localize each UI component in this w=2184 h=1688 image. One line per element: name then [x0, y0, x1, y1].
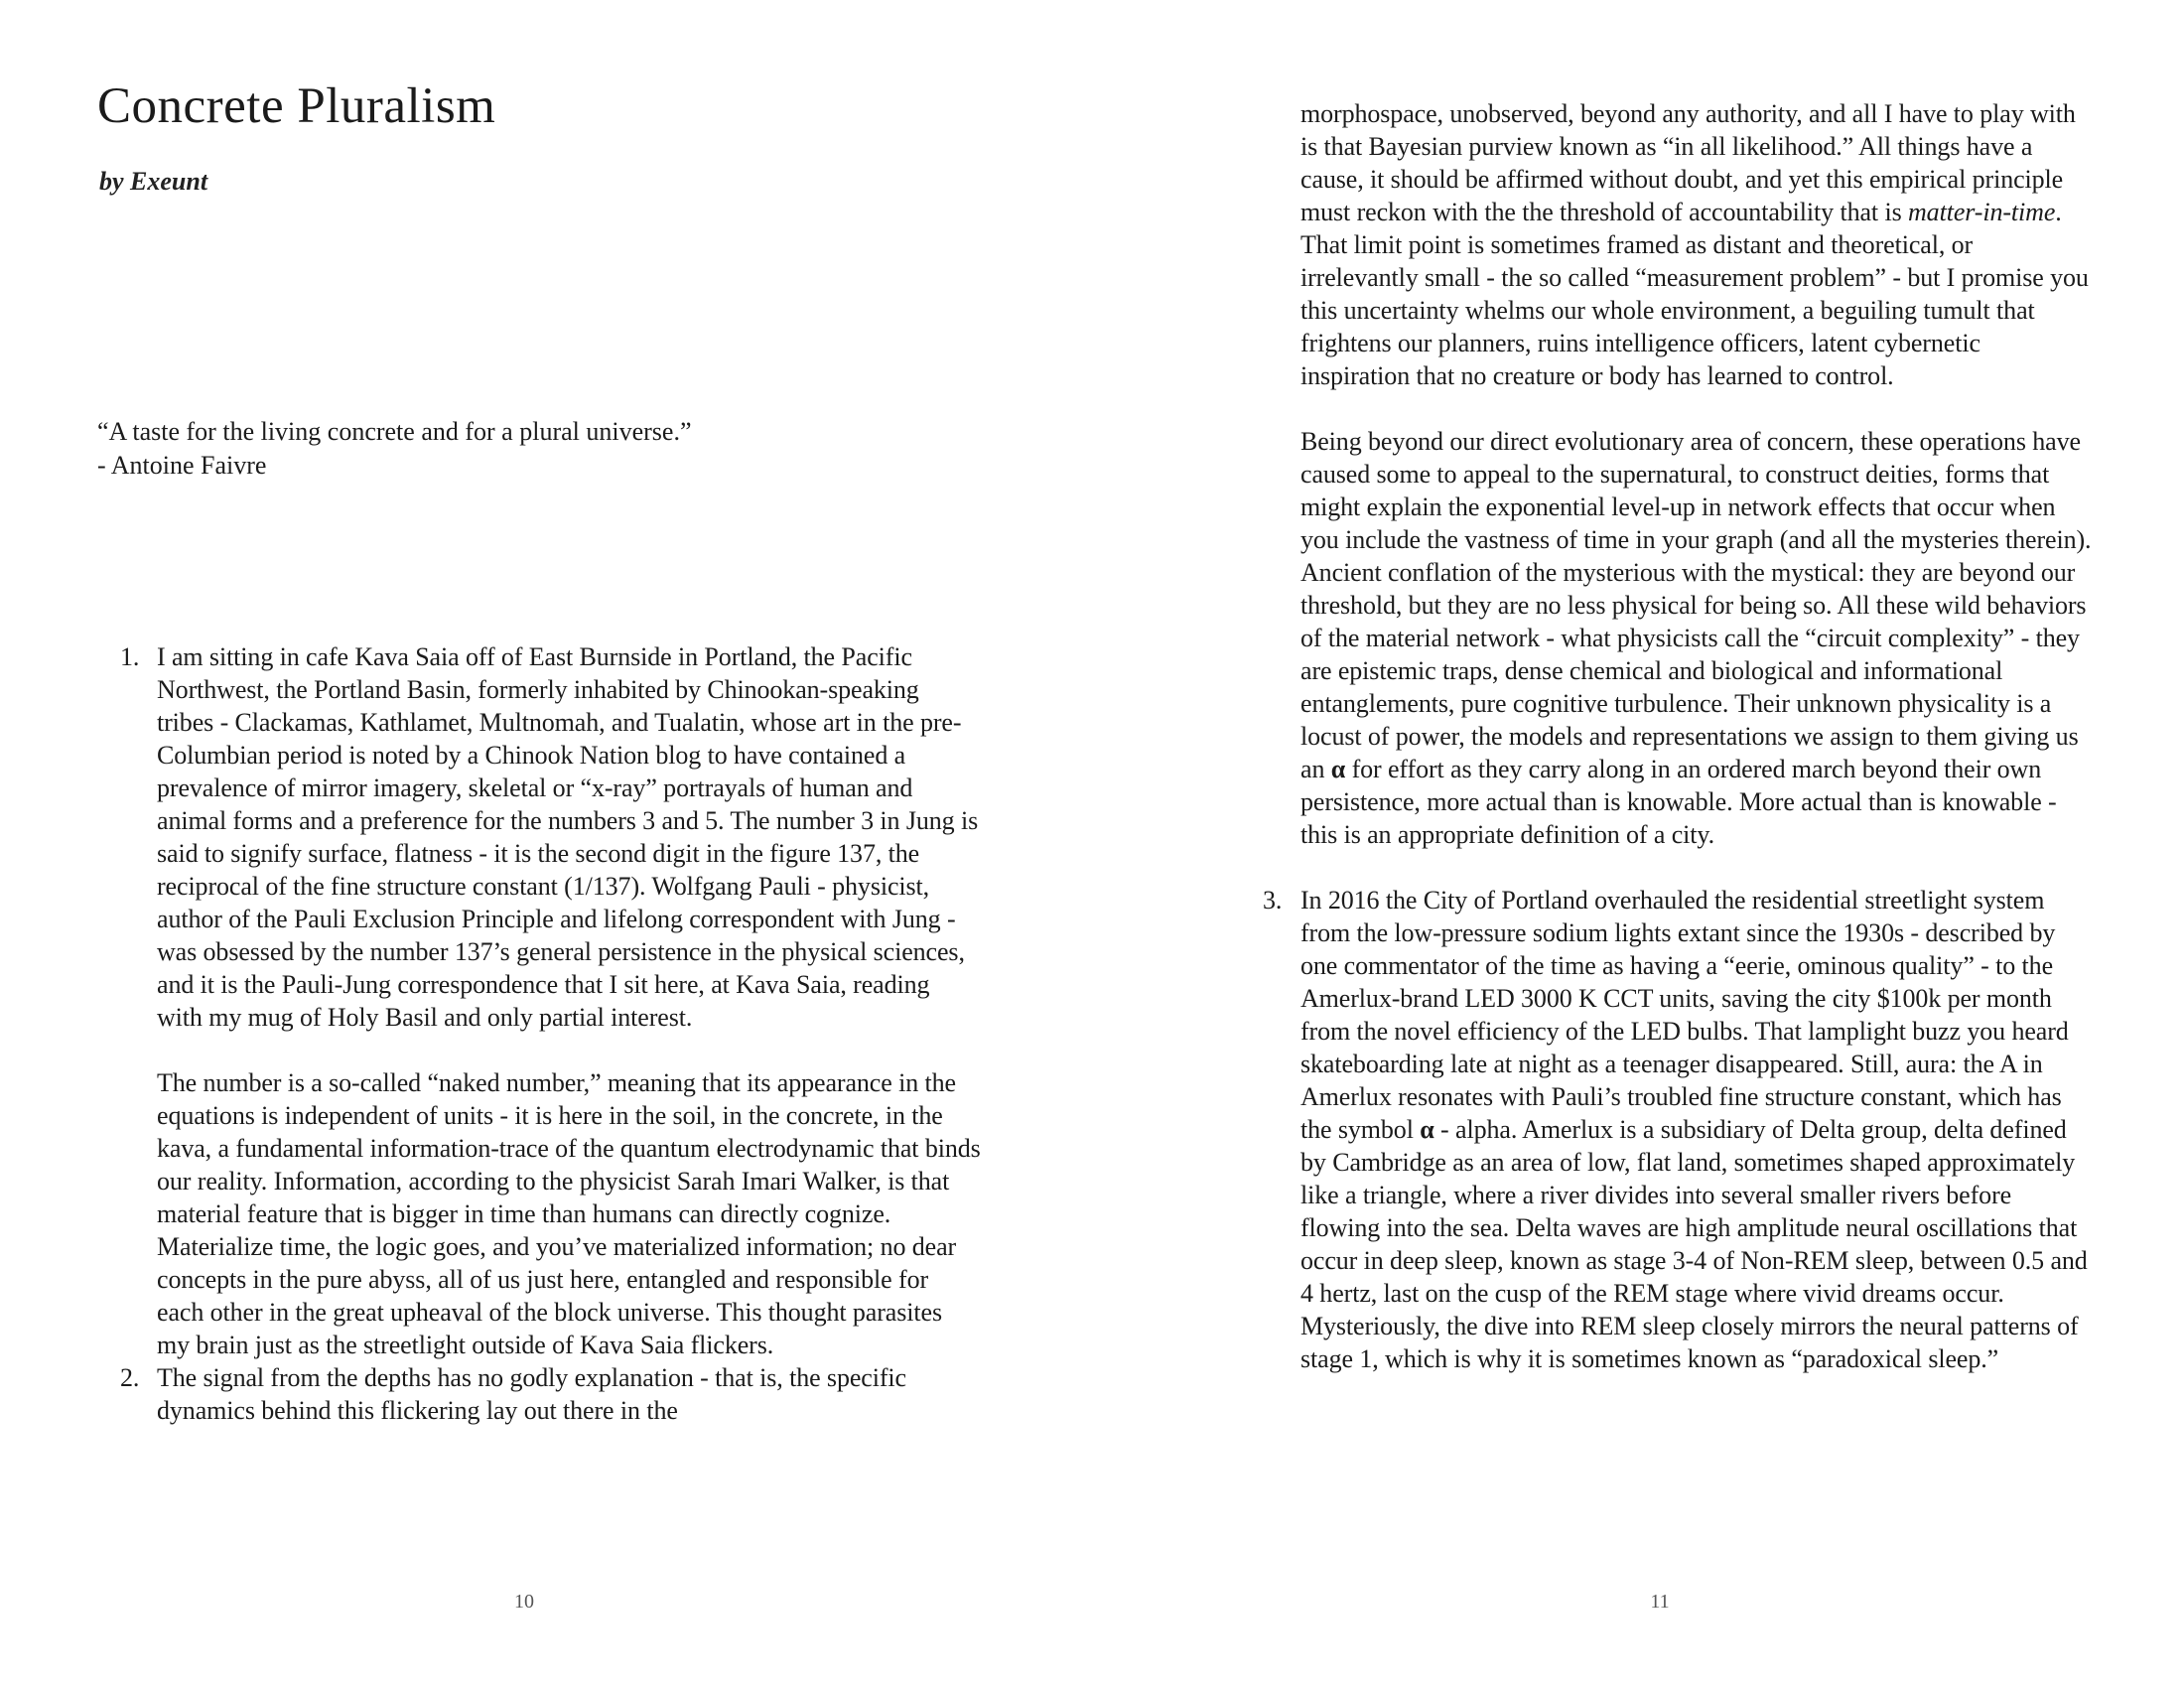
list-item-body	[157, 640, 981, 1361]
list-item-body	[157, 1361, 981, 1427]
list-item	[120, 1361, 994, 1427]
paragraph: morphospace, unobserved, beyond any authority, and all I have to play with is that Bayesian purview known as “in all likelihood.” All things have a cause, it should be affirmed without doubt, and yet this empirical principle must reckon with the the threshold of accountability that is matter-in-time. That limit point is sometimes framed as distant and theoretical, or irrelevantly small - the so called “measurement problem” - but I promise you this uncertainty whelms our whole environment, a beguiling tumult that frightens our planners, ruins intelligence officers, latent cybernetic inspiration that no creature or body has learned to control.	[1300, 99, 2089, 390]
list-item	[1263, 884, 2116, 1310]
byline: by Exeunt	[99, 167, 208, 196]
list-item	[120, 640, 994, 1361]
list-item-body	[1300, 884, 2095, 1310]
paragraph: Mysteriously, the dive into REM sleep closely mirrors the neural patterns of stage 1, which is why it is sometimes known as “paradoxical sleep.”	[1300, 1312, 2079, 1373]
page-number-right: 11	[1650, 1591, 1670, 1613]
list-item-number: 3.	[1263, 886, 1283, 914]
page-number-left: 10	[514, 1591, 534, 1613]
page-title: Concrete Pluralism	[97, 78, 496, 134]
epigraph-attribution: - Antoine Faivre	[97, 451, 267, 480]
paragraph: I am sitting in cafe Kava Saia off of East Burnside in Portland, the Pacific Northwest, the Portland Basin, formerly inhabited by Chinookan-speaking tribes - Clackamas, Kathlamet, Multnomah, and Tualatin, whose art in the pre-Columbian period is noted by a Chinook Nation blog to have contained a prevalence of mirror imagery, skeletal or “x-ray” portrayals of human and animal forms and a preference for the numbers 3 and 5. The number 3 in Jung is said to signify surface, flatness - it is the second digit in the figure 137, the reciprocal of the fine structure constant (1/137). Wolfgang Pauli - physicist, author of the Pauli Exclusion Principle and lifelong correspondent with Jung - was obsessed by the number 137’s general persistence in the physical sciences, and it is the Pauli-Jung correspondence that I sit here, at Kava Saia, reading with my mug of Holy Basil and only partial interest.	[157, 642, 979, 1032]
paragraph: The number is a so-called “naked number,” meaning that its appearance in the equations is independent of units - it is here in the soil, in the concrete, in the kava, a fundamental information-trace of the quantum electrodynamic that binds our reality. Information, according to the physicist Sarah Imari Walker, is that material feature that is bigger in time than humans can directly cognize. Materialize time, the logic goes, and you’ve materialized information; no dear concepts in the pure abyss, all of us just here, entangled and responsible for each other in the great upheaval of the block universe. This thought parasites my brain just as the streetlight outside of Kava Saia flickers.	[157, 1068, 981, 1359]
paragraph: In 2016 the City of Portland overhauled the residential streetlight system from the low-pressure sodium lights extant since the 1930s - described by one commentator of the time as having a “eerie, ominous quality” - to the Amerlux-brand LED 3000 K CCT units, saving the city $100k per month from the novel efficiency of the LED bulbs. That lamplight buzz you heard skateboarding late at night as a teenager disappeared. Still, aura: the A in Amerlux resonates with Pauli’s troubled fine structure constant, which has the symbol α - alpha. Amerlux is a subsidiary of Delta group, delta defined by Cambridge as an area of low, flat land, sometimes shaped approximately like a triangle, where a river divides into several smaller rivers before flowing into the sea. Delta waves are high amplitude neural oscillations that occur in deep sleep, known as stage 3-4 of Non-REM sleep, between 0.5 and 4 hertz, last on the cusp of the REM stage where vivid dreams occur.	[1300, 886, 2088, 1308]
body-text-right	[1263, 97, 2116, 1375]
paragraph: The signal from the depths has no godly explanation - that is, the specific dynamics behind this flickering lay out there in the	[157, 1363, 906, 1425]
body-text-left	[120, 640, 994, 1427]
list-item-number: 1.	[120, 642, 140, 671]
epigraph	[97, 415, 951, 483]
epigraph-quote: “A taste for the living concrete and for a plural universe.”	[97, 417, 692, 446]
list-item-number: 2.	[120, 1363, 140, 1392]
paragraph: Being beyond our direct evolutionary area of concern, these operations have caused some to appeal to the supernatural, to construct deities, forms that might explain the exponential level-up in network effects that occur when you include the vastness of time in your graph (and all the mysteries therein). Ancient conflation of the mysterious with the mystical: they are beyond our threshold, but they are no less physical for being so. All these wild behaviors of the material network - what physicists call the “circuit complexity” - they are epistemic traps, dense chemical and biological and informational entanglements, pure cognitive turbulence. Their unknown physicality is a locust of power, the models and representations we assign to them giving us an α for effort as they carry along in an ordered march beyond their own persistence, more actual than is knowable. More actual than is knowable - this is an appropriate definition of a city.	[1300, 427, 2092, 849]
page-right	[1092, 0, 2184, 1688]
